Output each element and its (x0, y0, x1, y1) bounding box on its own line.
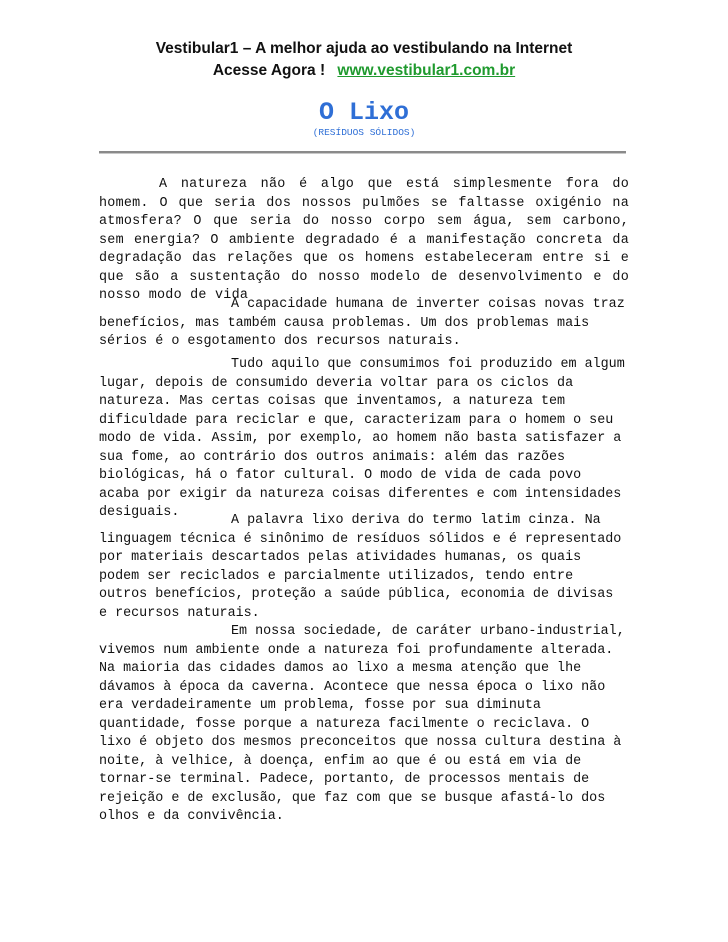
paragraph: Tudo aquilo que consumimos foi produzido em algum lugar, depois de consumido deveria voltar para os ciclos da natureza. Mas certas coisas que inventamos, a natureza tem dificuldade para reciclar e que, caracterizam para o homem o seu modo de vida. Assim, por exemplo, ao homem não basta satisfazer a sua fome, ao contrário dos outros animais: além das razões biológicas, há o fator cultural. O modo de vida de cada povo acaba por exigir da natureza coisas diferentes e com intensidades desiguais. (99, 357, 625, 520)
paragraph: A capacidade humana de inverter coisas novas traz benefícios, mas também causa problemas. Um dos problemas mais sérios é o esgotamento dos recursos naturais. (99, 297, 625, 349)
site-banner-cta (0, 62, 728, 80)
document-subtitle: (RESÍDUOS SÓLIDOS) (312, 127, 416, 138)
site-banner: Vestibular1 – A melhor ajuda ao vestibulando na Internet (155, 40, 573, 57)
paragraph: A natureza não é algo que está simplesmente fora do homem. O que seria dos nossos pulmões se faltasse oxigénio na atmosfera? O que seria do nosso corpo sem água, sem carbono, sem energia? O ambiente degradado é a manifestação concreta da degradação das relações que os homens estabeleceram entre si e que são a sustentação do nosso modelo de desenvolvimento e do nosso modo de vida (99, 177, 629, 303)
site-link[interactable]: www.vestibular1.com.br (337, 62, 516, 79)
paragraph: Em nossa sociedade, de caráter urbano-industrial, vivemos num ambiente onde a natureza foi profundamente alterada. Na maioria das cidades damos ao lixo a mesma atenção que lhe dávamos à época da caverna. Acontece que nessa época o lixo não era verdadeiramente um problema, fosse por sua diminuta quantidade, fosse porque a natureza facilmente o reciclava. O lixo é objeto dos mesmos preconceitos que nossa cultura destina à noite, à velhice, à doença, enfim ao que é ou está em via de tornar-se terminal. Padece, portanto, de processos mentais de rejeição e de exclusão, que faz com que se busque afastá-lo dos olhos e da convivência. (99, 624, 625, 824)
paragraph: A palavra lixo deriva do termo latim cinza. Na linguagem técnica é sinônimo de resíduos sólidos e é representado por materiais descartados pelas atividades humanas, os quais podem ser reciclados e parcialmente utilizados, tendo entre outros benefícios, proteção a saúde pública, economia de divisas e recursos naturais. (99, 513, 622, 621)
document-title: O Lixo (318, 98, 409, 127)
title-divider (99, 151, 626, 154)
cta-text: Acesse Agora ! (212, 62, 326, 79)
